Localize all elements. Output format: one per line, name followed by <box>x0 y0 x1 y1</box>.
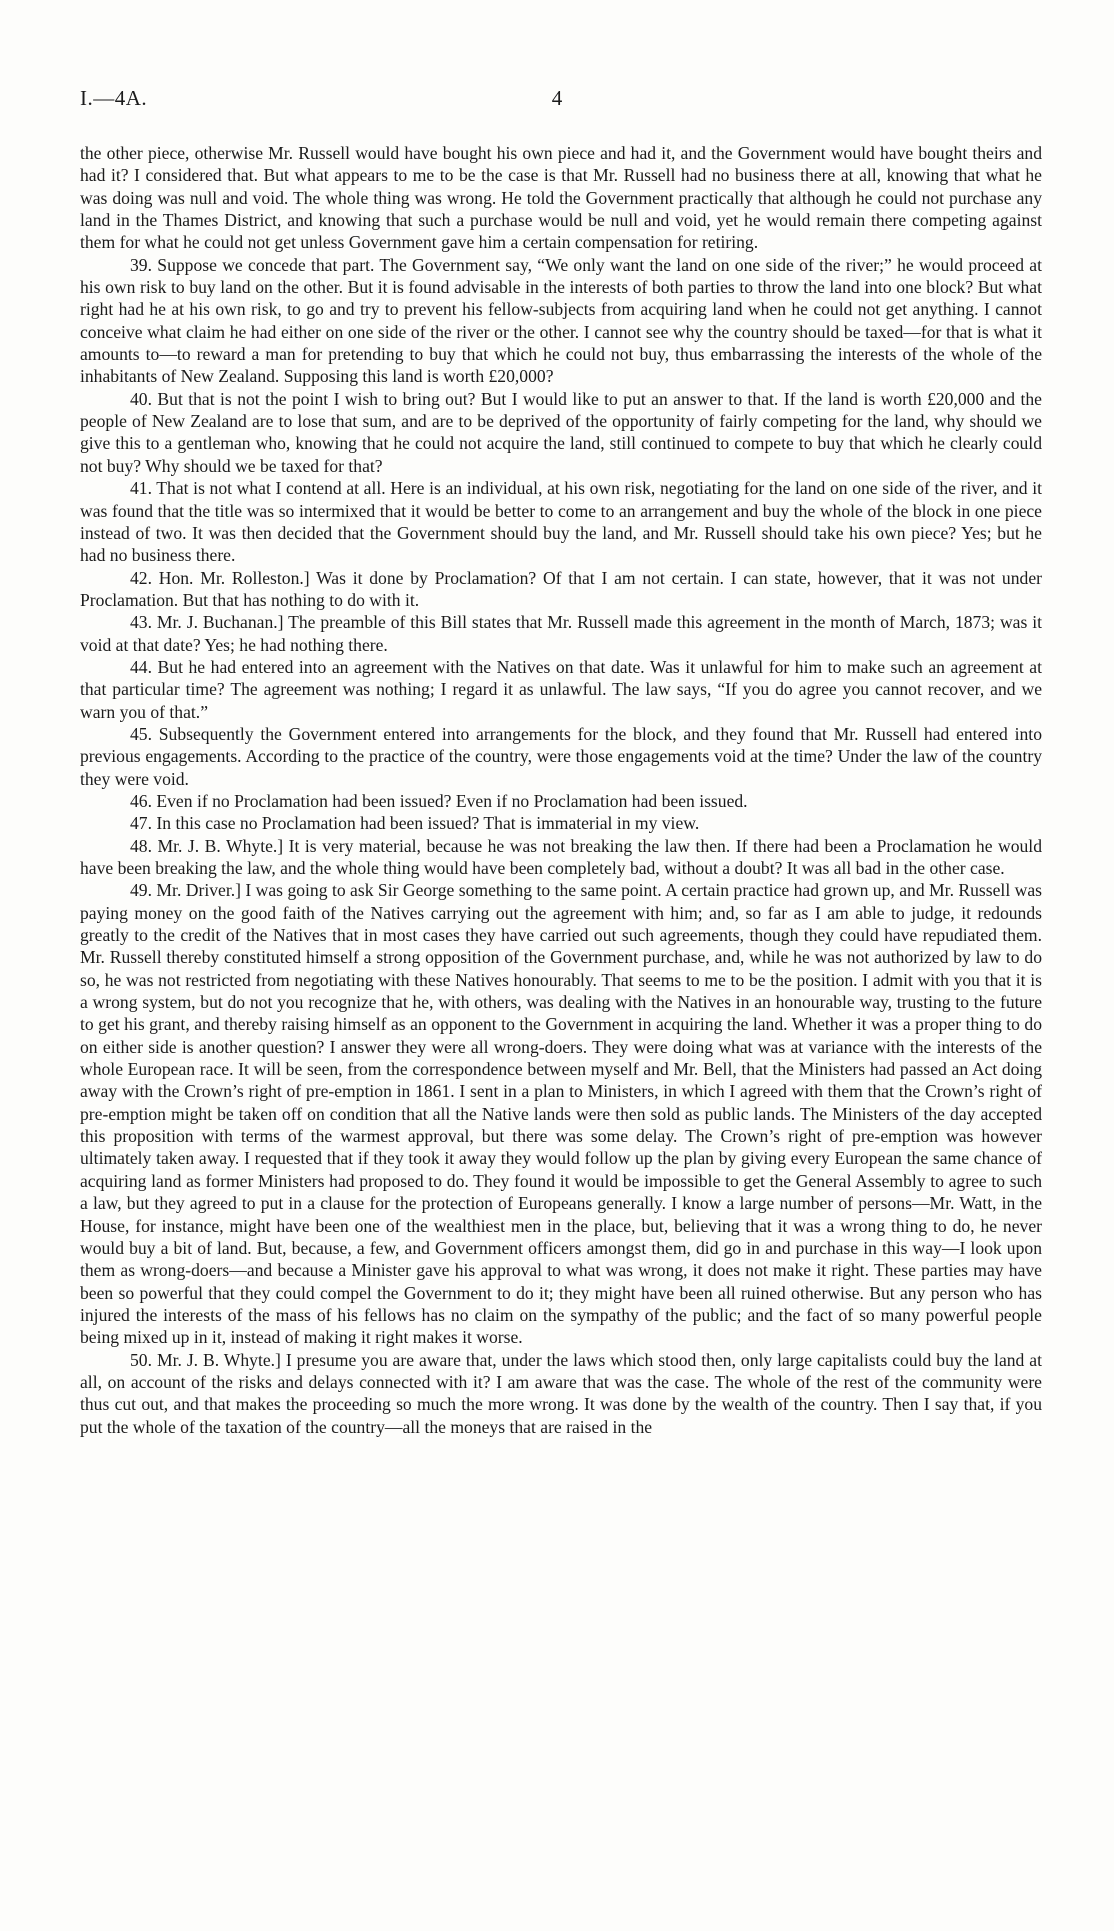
paragraph-46: 46. Even if no Proclamation had been issued? Even if no Proclamation had been issued. <box>130 790 748 811</box>
paragraph-39: 39. Suppose we concede that part. The Government say, “We only want the land on one side of the river;” he would proceed at his own risk to buy land on the other. But it is found advisable in the interests of both parties to throw the land into one block? But what right had he at his own risk, to go and try to prevent his fellow-subjects from acquiring land when he could not get anything. I cannot conceive what claim he had either on one side of the river or the other. I cannot see why the country should be taxed—for that is what it amounts to—to reward a man for pretending to buy that which he could not buy, thus embarrassing the interests of the whole of the inhabitants of New Zealand. Supposing this land is worth £20,000? <box>80 254 1042 387</box>
paragraph-48: 48. Mr. J. B. Whyte.] It is very material, because he was not breaking the law then. If there had been a Proclamation he would have been breaking the law, and the whole thing would have been completely bad, without a doubt? It was all bad in the other case. <box>80 835 1042 878</box>
paragraph-43: 43. Mr. J. Buchanan.] The preamble of this Bill states that Mr. Russell made this agreement in the month of March, 1873; was it void at that date? Yes; he had nothing there. <box>80 612 1042 655</box>
document-reference: I.—4A. <box>80 86 148 110</box>
paragraph-40: 40. But that is not the point I wish to bring out? But I would like to put an answer to that. If the land is worth £20,000 and the people of New Zealand are to lose that sum, and are to be deprived of the opportunity of fairly competing for the land, why should we give this to a gentleman who, knowing that he could not acquire the land, still continued to compete to buy that which he clearly could not buy? Why should we be taxed for that? <box>80 388 1042 476</box>
paragraph-45: 45. Subsequently the Government entered into arrangements for the block, and they found that Mr. Russell had entered into previous engagements. According to the practice of the country, were those engagements void at the time? Under the law of the country they were void. <box>80 723 1042 789</box>
paragraph-continuation: the other piece, otherwise Mr. Russell would have bought his own piece and had it, and the Government would have bought theirs and had it? I considered that. But what appears to me to be the case is that Mr. Russell had no business there at all, knowing that what he was doing was null and void. The whole thing was wrong. He told the Government practically that although he could not purchase any land in the Thames District, and knowing that such a purchase would be null and void, yet he would remain there competing against them for what he could not get unless Government gave him a certain compensation for retiring. <box>80 143 1042 253</box>
paragraph-41: 41. That is not what I contend at all. Here is an individual, at his own risk, negotiating for the land on one side of the river, and it was found that the title was so intermixed that it would be better to come to an arrangement and buy the whole of the block in one piece instead of two. It was then decided that the Government should buy the land, and Mr. Russell should take his own piece? Yes; but he had no business there. <box>80 478 1042 566</box>
paragraph-42: 42. Hon. Mr. Rolleston.] Was it done by Proclamation? Of that I am not certain. I can state, however, that it was not under Proclamation. But that has nothing to do with it. <box>80 567 1042 610</box>
paragraph-49: 49. Mr. Driver.] I was going to ask Sir George something to the same point. A certain practice had grown up, and Mr. Russell was paying money on the good faith of the Natives carrying out the agreement with him; and, so far as I am able to judge, it redounds greatly to the credit of the Natives that in most cases they have carried out such agreements, though they could have repudiated them. Mr. Russell thereby constituted himself a strong opposition of the Government purchase, and, while he was not authorized by law to do so, he was not restricted from negotiating with these Natives honourably. That seems to me to be the position. I admit with you that it is a wrong system, but do not you recognize that he, with others, was dealing with the Natives in an honourable way, trusting to the future to get his grant, and thereby raising himself as an opponent to the Government in acquiring the land. Whether it was a proper thing to do on either side is another question? I answer they were all wrong-doers. They were doing what was at variance with the interests of the whole European race. It will be seen, from the correspondence between myself and Mr. Bell, that the Ministers had passed an Act doing away with the Crown’s right of pre-emption in 1861. I sent in a plan to Ministers, in which I agreed with them that the Crown’s right of pre-emption might be taken off on condition that all the Native lands were then sold as public lands. The Ministers of the day accepted this proposition with terms of the warmest approval, but there was some delay. The Crown’s right of pre-emption was however ultimately taken away. I requested that if they took it away they would follow up the plan by giving every European the same chance of acquiring land as former Ministers had proposed to do. They found it would be impossible to get the General Assembly to agree to such a law, but they agreed to put in a clause for the protection of Europeans generally. I know a large number of persons—Mr. Watt, in the House, for instance, might have been one of the wealthiest men in the place, but, believing that it was a wrong thing to do, he never would buy a bit of land. But, because, a few, and Government officers amongst them, did go in and purchase in this way—I look upon them as wrong-doers—and because a Minister gave his approval to what was wrong, it does not make it right. These parties may have been so powerful that they could compel the Government to do it; they might have been all ruined otherwise. But any person who has injured the interests of the mass of his fellows has no claim on the sympathy of the public; and the fact of so many powerful people being mixed up in it, instead of making it right makes it worse. <box>80 880 1042 1348</box>
page-header <box>80 86 1034 116</box>
body-text <box>80 142 1042 1438</box>
paragraph-47: 47. In this case no Proclamation had been issued? That is immaterial in my view. <box>130 813 700 834</box>
paragraph-50: 50. Mr. J. B. Whyte.] I presume you are aware that, under the laws which stood then, only large capitalists could buy the land at all, on account of the risks and delays connected with it? I am aware that was the case. The whole of the rest of the community were thus cut out, and that makes the proceeding so much the more wrong. It was done by the wealth of the country. Then I say that, if you put the whole of the taxation of the country—all the moneys that are raised in the <box>80 1349 1042 1437</box>
paragraph-44: 44. But he had entered into an agreement with the Natives on that date. Was it unlawful for him to make such an agreement at that particular time? The agreement was nothing; I regard it as unlawful. The law says, “If you do agree you cannot recover, and we warn you of that.” <box>80 656 1042 722</box>
page-number: 4 <box>551 86 563 110</box>
